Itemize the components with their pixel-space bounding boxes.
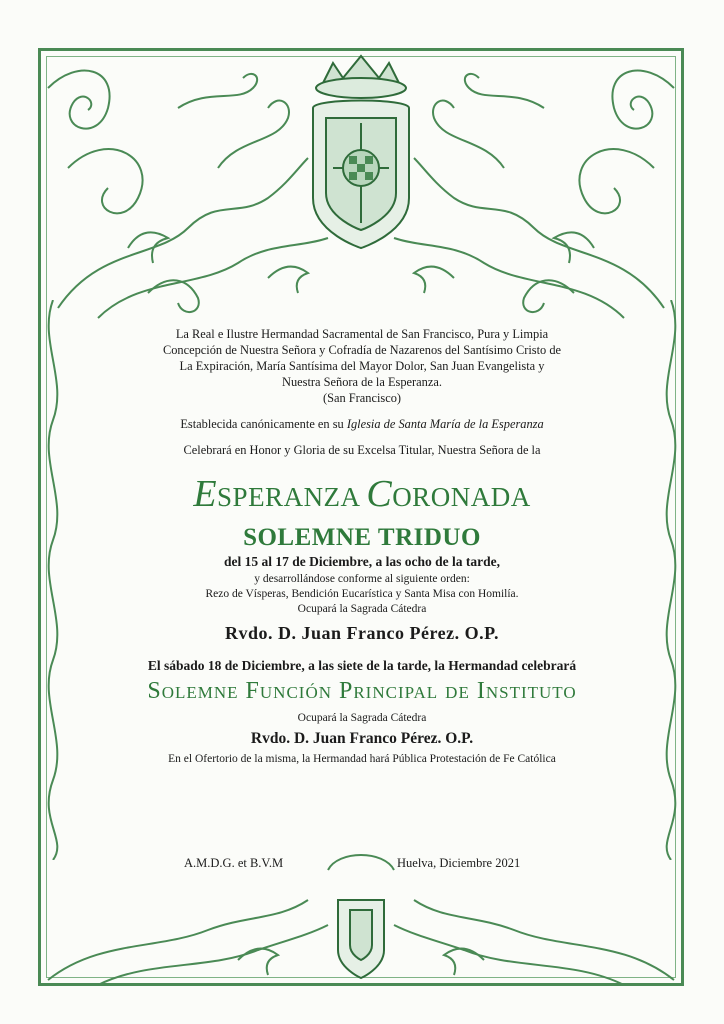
titular-initial-e: E — [193, 473, 218, 515]
footer-place-date: Huelva, Diciembre 2021 — [397, 856, 521, 870]
triduo-preacher: Rvdo. D. Juan Franco Pérez. O.P. — [225, 623, 499, 643]
triduo-order: Rezo de Vísperas, Bendición Eucarística y Santa Misa con Homilía. — [205, 588, 519, 600]
established-line — [60, 416, 664, 432]
funcion-title: Solemne Función Principal de Instituto — [147, 678, 577, 704]
titular-word2-rest: ORONADA — [392, 482, 531, 512]
titular-initial-c: C — [366, 473, 393, 515]
titular-title — [60, 472, 664, 516]
footer-amdg: A.M.D.G. et B.V.M — [184, 856, 284, 870]
triduo-order-intro: y desarrollándose conforme al siguiente orden: — [254, 573, 470, 585]
intro-line-1: La Real e Ilustre Hermandad Sacramental de San Francisco, Pura y Limpia — [175, 327, 549, 341]
bottom-ornament — [38, 840, 684, 986]
intro-line-4: Nuestra Señora de la Esperanza. — [282, 375, 442, 389]
established-prefix: Establecida canónicamente en su — [180, 417, 347, 431]
triduo-dates: del 15 al 17 de Diciembre, a las ocho de la tarde, — [223, 554, 501, 569]
intro-line-2: Concepción de Nuestra Señora y Cofradía de Nazarenos del Santísimo Cristo de — [162, 343, 562, 357]
intro-line-3: La Expiración, María Santísima del Mayor Dolor, San Juan Evangelista y — [179, 359, 545, 373]
triduo-title: SOLEMNE TRIDUO — [243, 524, 481, 551]
funcion-chair: Ocupará la Sagrada Cátedra — [297, 712, 427, 724]
funcion-announce: El sábado 18 de Diciembre, a las siete de la tarde, la Hermandad celebrará — [147, 658, 577, 673]
document-body — [60, 326, 664, 767]
celebrates-line: Celebrará en Honor y Gloria de su Excelsa Titular, Nuestra Señora de la — [183, 443, 541, 457]
church-name: Iglesia de Santa María de la Esperanza — [346, 417, 544, 431]
triduo-chair: Ocupará la Sagrada Cátedra — [297, 603, 427, 615]
funcion-offertory: En el Ofertorio de la misma, la Hermandad hará Pública Protestación de Fe Católica — [168, 753, 556, 765]
funcion-preacher: Rvdo. D. Juan Franco Pérez. O.P. — [250, 730, 474, 747]
intro-line-5: (San Francisco) — [322, 391, 402, 405]
top-ornament — [38, 48, 684, 348]
titular-word1-rest: SPERANZA — [217, 482, 360, 512]
